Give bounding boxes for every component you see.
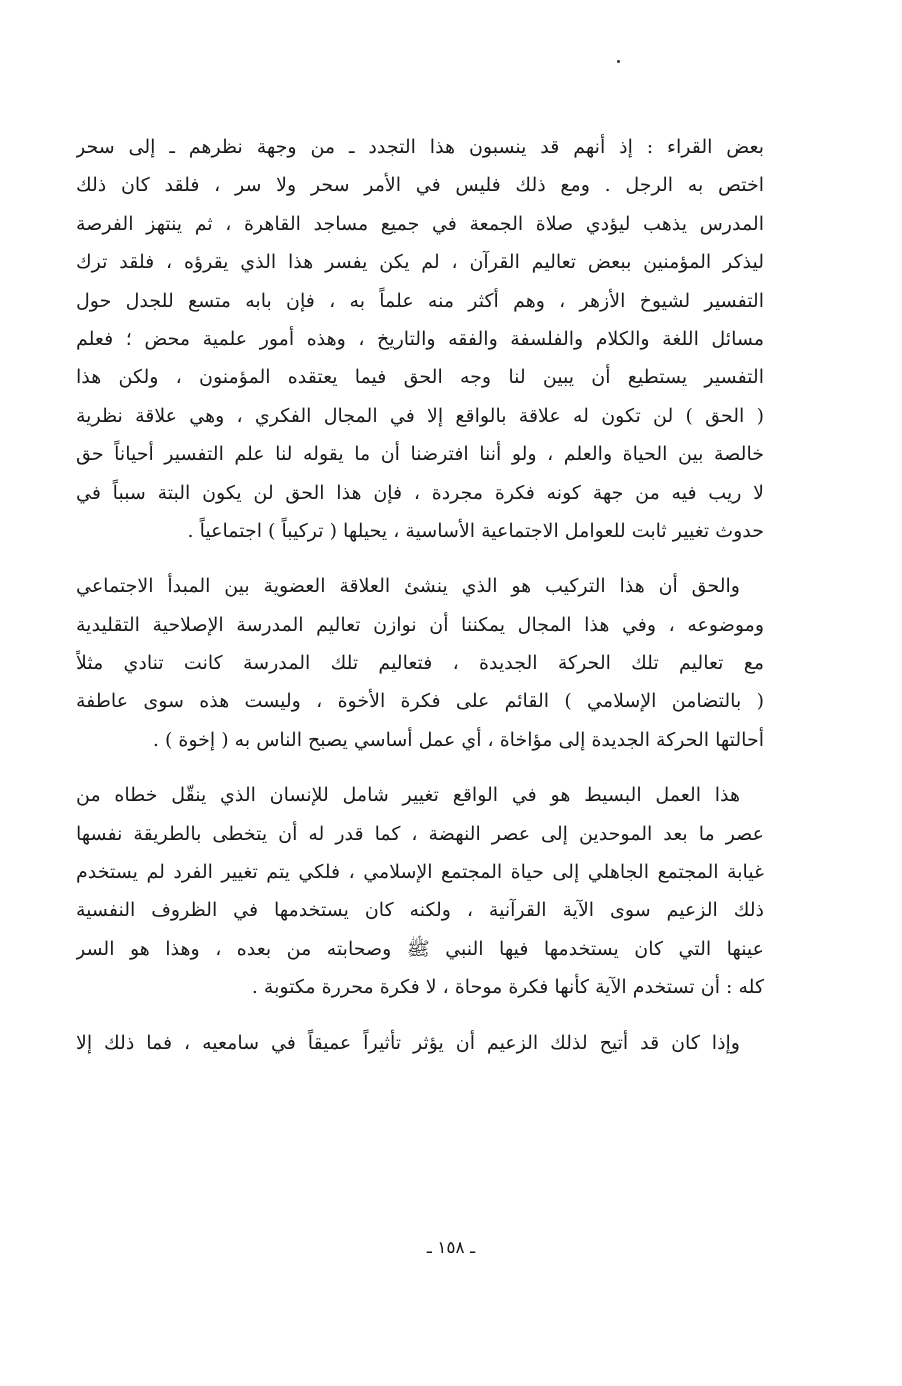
text-line: ( الحق ) لن تكون له علاقة بالواقع إلا في المجال الفكري ، وهي علاقة نظرية xyxy=(76,404,764,427)
text-line: لا ريب فيه من جهة كونه فكرة مجردة ، فإن هذا الحق لن يكون البتة سبباً في xyxy=(76,481,764,504)
text-line: خالصة بين الحياة والعلم ، ولو أننا افترضنا أن ما يقوله لنا علم التفسير أحياناً حق xyxy=(76,443,764,466)
text-line: ليذكر المؤمنين ببعض تعاليم القرآن ، لم يكن يفسر هذا الذي يقرؤه ، فلقد ترك xyxy=(76,251,764,274)
page-number: ـ ١٥٨ ـ xyxy=(426,1238,476,1258)
paragraph-spacer xyxy=(76,1007,764,1024)
text-line: وإذا كان قد أتيح لذلك الزعيم أن يؤثر تأثيراً عميقاً في سامعيه ، فما ذلك إلا xyxy=(76,1031,740,1054)
body-text xyxy=(76,128,764,1062)
print-speck xyxy=(617,60,620,63)
text-line: أحالتها الحركة الجديدة إلى مؤاخاة ، أي عمل أساسي يصبح الناس به ( إخوة ) . xyxy=(152,728,764,751)
paragraph-1 xyxy=(76,128,764,550)
text-line: عصر ما بعد الموحدين إلى عصر النهضة ، كما قدر له أن يتخطى بالطريقة نفسها xyxy=(76,822,764,845)
text-line: مسائل اللغة والكلام والفلسفة والفقه والتاريخ ، وهذه أمور علمية محض ؛ فعلم xyxy=(76,327,764,350)
paragraph-spacer xyxy=(76,550,764,567)
paragraph-2 xyxy=(76,567,764,759)
paragraph-3 xyxy=(76,776,764,1006)
text-line: اختص به الرجل . ومع ذلك فليس في الأمر سحر ولا سر ، فلقد كان ذلك xyxy=(76,174,764,197)
text-line: حدوث تغيير ثابت للعوامل الاجتماعية الأساسية ، يحيلها ( تركيباً ) اجتماعياً . xyxy=(187,519,764,542)
paragraph-spacer xyxy=(76,759,764,776)
text-line: ( بالتضامن الإسلامي ) القائم على فكرة الأخوة ، وليست هذه سوى عاطفة xyxy=(76,690,764,713)
text-line: المدرس يذهب ليؤدي صلاة الجمعة في جميع مساجد القاهرة ، ثم ينتهز الفرصة xyxy=(76,212,764,235)
text-line: هذا العمل البسيط هو في الواقع تغيير شامل للإنسان الذي ينقّل خطاه من xyxy=(76,784,740,807)
text-line: غيابة المجتمع الجاهلي إلى حياة المجتمع الإسلامي ، فلكي يتم تغيير الفرد لم يستخدم xyxy=(76,861,764,884)
text-line: كله : أن تستخدم الآية كأنها فكرة موحاة ، لا فكرة محررة مكتوبة . xyxy=(251,976,764,999)
text-line: عينها التي كان يستخدمها فيها النبي ﷺ وصحابته من بعده ، وهذا هو السر xyxy=(76,937,764,960)
paragraph-4 xyxy=(76,1024,764,1062)
text-line: والحق أن هذا التركيب هو الذي ينشئ العلاقة العضوية بين المبدأ الاجتماعي xyxy=(76,575,740,598)
text-line: ذلك الزعيم سوى الآية القرآنية ، ولكنه كان يستخدمها في الظروف النفسية xyxy=(76,899,764,922)
text-line: مع تعاليم تلك الحركة الجديدة ، فتعاليم تلك المدرسة كانت تنادي مثلاً xyxy=(76,652,764,675)
text-line: بعض القراء : إذ أنهم قد ينسبون هذا التجدد ـ من وجهة نظرهم ـ إلى سحر xyxy=(76,136,764,158)
text-line: التفسير يستطيع أن يبين لنا وجه الحق فيما يعتقده المؤمنون ، ولكن هذا xyxy=(76,366,764,389)
text-line: وموضوعه ، وفي هذا المجال يمكننا أن نوازن تعاليم المدرسة الإصلاحية التقليدية xyxy=(76,613,764,636)
text-line: التفسير لشيوخ الأزهر ، وهم أكثر منه علماً به ، فإن بابه متسع للجدل حول xyxy=(76,289,764,312)
